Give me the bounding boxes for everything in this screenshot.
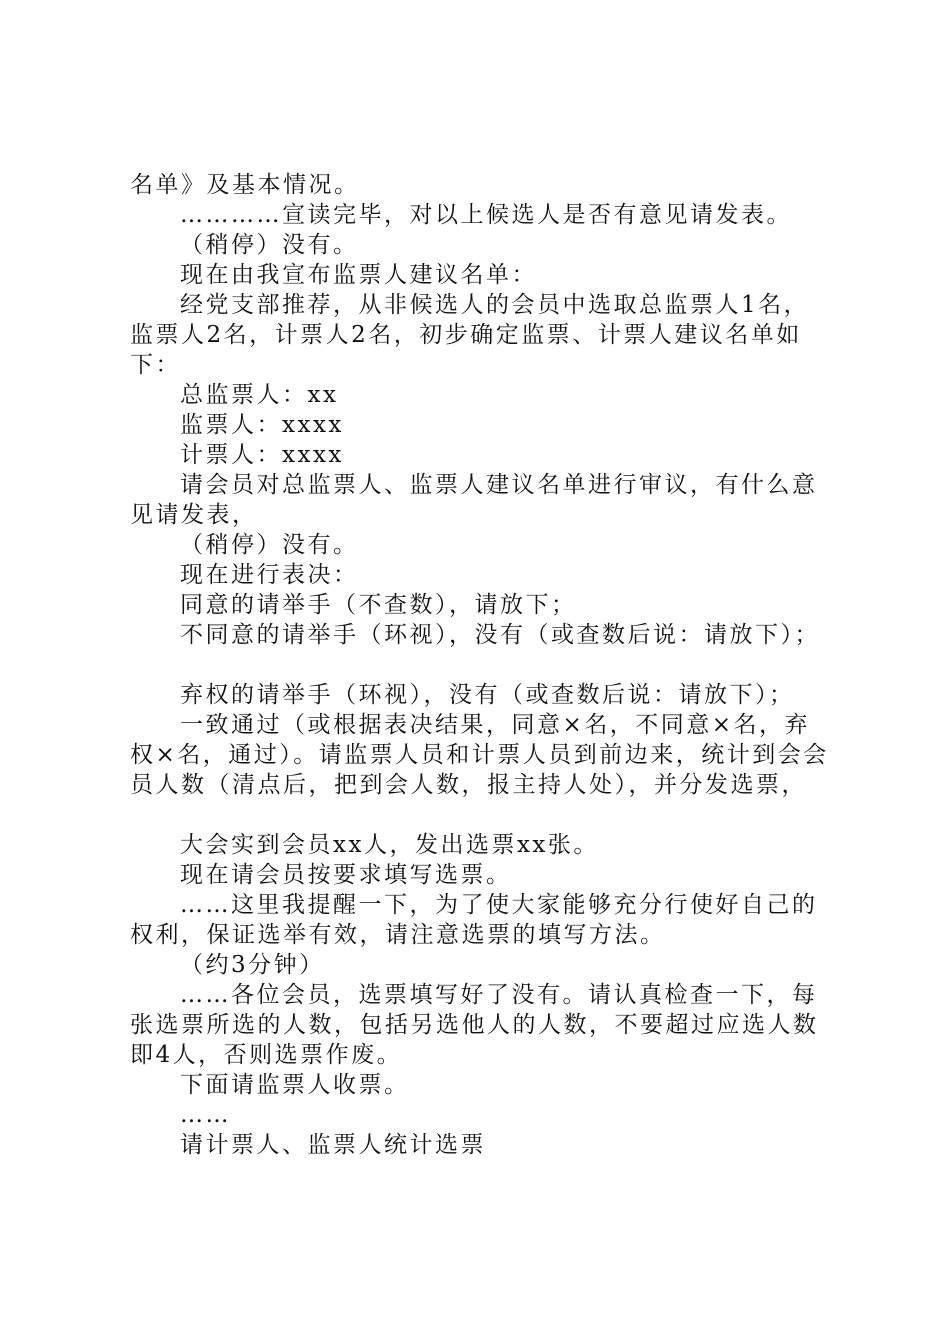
paragraph: 名单》及基本情况。	[130, 172, 360, 198]
paragraph: （稍停）没有。	[180, 232, 359, 258]
paragraph: 现在由我宣布监票人建议名单：	[180, 262, 537, 288]
document-body	[130, 170, 830, 1160]
paragraph: 同意的请举手（不查数），请放下；	[180, 592, 577, 618]
paragraph: 计票人：xxxx	[180, 442, 344, 468]
paragraph: （约3分钟）	[180, 952, 325, 978]
paragraph: 总监票人：xx	[180, 382, 339, 408]
paragraph: 弃权的请举手（环视），没有（或查数后说：请放下）；	[180, 682, 795, 708]
paragraph: 现在进行表决：	[180, 562, 359, 588]
paragraph: 不同意的请举手（环视），没有（或查数后说：请放下）；	[180, 622, 820, 648]
paragraph: ……	[180, 1102, 231, 1128]
paragraph: …………宣读完毕，对以上候选人是否有意见请发表。	[180, 202, 792, 228]
paragraph: ……各位会员，选票填写好了没有。请认真检查一下，每张选票所选的人数，包括另选他人的人数，不要超过应选人数即4人，否则选票作废。	[130, 982, 819, 1068]
paragraph: 请会员对总监票人、监票人建议名单进行审议，有什么意见请发表，	[130, 472, 818, 528]
paragraph: 监票人：xxxx	[180, 412, 344, 438]
paragraph: 下面请监票人收票。	[180, 1072, 410, 1098]
blank-line	[130, 650, 830, 680]
paragraph: 一致通过（或根据表决结果，同意×名，不同意×名，弃权×名，通过）。请监票人员和计票人员到前边来，统计到会会员人数（清点后，把到会人数，报主持人处），并分发选票，	[130, 712, 829, 798]
paragraph: ……这里我提醒一下，为了使大家能够充分行使好自己的权利，保证选举有效，请注意选票的填写方法。	[130, 892, 818, 948]
paragraph: 请计票人、监票人统计选票	[180, 1132, 486, 1158]
paragraph: 现在请会员按要求填写选票。	[180, 862, 512, 888]
paragraph: （稍停）没有。	[180, 532, 359, 558]
blank-line	[130, 800, 830, 830]
paragraph: 经党支部推荐，从非候选人的会员中选取总监票人1名，监票人2名，计票人2名，初步确定监票、计票人建议名单如下：	[130, 292, 810, 378]
paragraph: 大会实到会员xx人，发出选票xx张。	[180, 832, 599, 858]
